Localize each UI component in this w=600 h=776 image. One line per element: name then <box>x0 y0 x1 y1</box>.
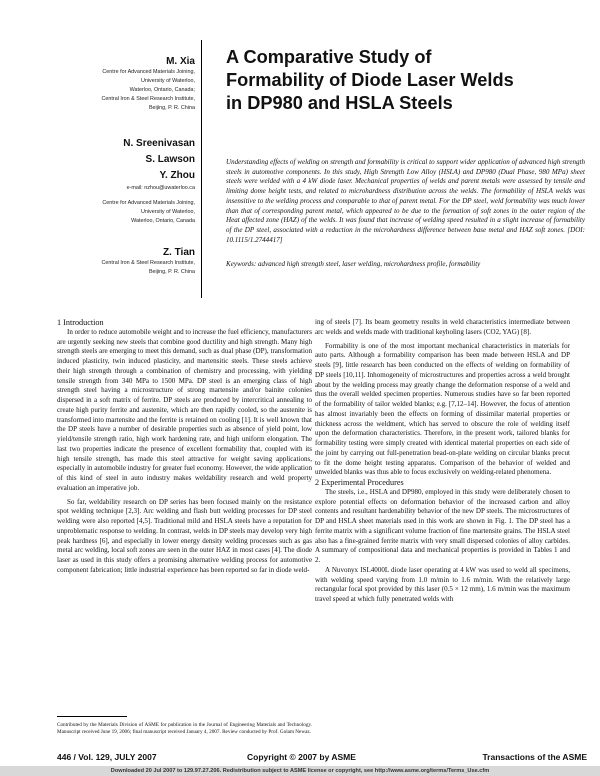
paragraph: The steels, i.e., HSLA and DP980, employed in this study were deliberately chosen to explore potential effects on deformation behavior of the increased carbon and alloy contents and resultant hardenability behavior of the new DP steels. The microstructures of DP and HSLA sheet materials used in this work are shown in Fig. 1. The DP steel has a ferrite matrix with a significant volume fraction of fine martensite grains. The HSLA steel also has a fine-grained ferrite matrix with very small dispersed colonies of alloy carbides. A summary of compositional data and mechanical properties is provided in Tables 1 and 2. <box>315 487 570 564</box>
footnote: Contributed by the Materials Division of ASME for publication in the Journal of Engineering Materials and Technology. Manuscript received June 19, 2006; final manuscript received January 4, 2007. Review conducted by Prof. Golam Newaz. <box>57 722 312 735</box>
author-affiliation: Centre for Advanced Materials Joining, <box>102 69 195 75</box>
footer-right: Transactions of the ASME <box>482 752 587 762</box>
footnote-rule <box>57 716 127 717</box>
title-line: Formability of Diode Laser Welds <box>226 70 514 90</box>
author-email: e-mail: nzhou@uwaterloo.ca <box>126 185 195 191</box>
paragraph: In order to reduce automobile weight and to increase the fuel efficiency, manufacturers are urgently seeking new steels that combine good ductility and high strength. Many high strength steels are emerging to meet this demand, such as dual phase (DP), transformation induced plasticity, twin induced plasticity, and martensitic steels. These steels achieve their high strength through a combination of chemistry and processing, with yielding tensile strength from 340 MPa to 1500 MPa. DP steel is an emerging class of high strength steel having a microstructure of strong martensite and/or bainite colonies dispersed in a soft matrix of ferrite. DP steels are produced by intercritical annealing to create high purity ferrite and austenite, which are then rapidly cooled, so the austenite is transformed into martensite and the ferrite is retained on cooling [1]. It is well known that the DP steels have a number of desirable properties such as absence of yield point, low yield/tensile strength ratio, high work hardening rate, and high uniform elongation. The last two properties indicate the presence of excellent formability that, coupled with its high tensile strength, has made this steel attractive for weight saving applications, especially in automobile industry for greater fuel economy. However, the wide application of this kind of steel in auto industry makes weldability research and weld property evaluation an imperative job. <box>57 327 312 492</box>
author-name: Y. Zhou <box>159 170 195 181</box>
footer-left: 446 / Vol. 129, JULY 2007 <box>57 752 157 762</box>
author-name: N. Sreenivasan <box>123 138 195 149</box>
paragraph: So far, weldability research on DP series has been focused mainly on the resistance spot welding technique [2,3]. Arc welding and flash butt welding processes for DP steel welding were also reported [4,5]. Traditional mild and HSLA steels have a reputation for unproblematic response to welding. In contrast, welds in DP steels may develop very high peak hardness [6], and especially in lower energy density welding processes such as gas metal arc welding, local soft zones are seen in the outer HAZ in most cases [4]. The diode laser as used in this study offers a promising alternative welding process for automotive component fabrication; little industrial experience has been reported so far in diode weld- <box>57 497 312 574</box>
download-notice: Downloaded 20 Jul 2007 to 129.97.27.206. Redistribution subject to ASME license or copyright, see http://www.asme.org/terms/Terms_Use.cfm <box>0 766 600 776</box>
footer-center: Copyright © 2007 by ASME <box>247 752 356 762</box>
section-heading: 2 Experimental Procedures <box>315 478 404 487</box>
body-column-left <box>57 318 312 576</box>
author-affiliation: Central Iron & Steel Research Institute, <box>101 260 195 266</box>
author-name: M. Xia <box>166 56 195 67</box>
abstract: Understanding effects of welding on strength and formability is critical to support wider application of advanced high strength steels in automotive components. In this study, High Strength Low Alloy (HSLA) and DP980 (Dual Phase, 980 MPa) sheet steels were welded with a 4 kW diode laser. Mechanical properties of welds and parent metals were assessed by tensile and limiting dome height tests, and related to microhardness distribution across the welds. The formability of HSLA welds was insensitive to the welding process and comparable to that of parent metal. For the DP steel, weld formability was much lower than that of corresponding parent metal, which appeared to be due to the formation of soft zones in the outer region of the Heat affected zone (HAZ) of the welds. It was found that increase of welding speed resulted in a slight increase of formability of the DP steel, associated with a reduction in the microhardness difference between base metal and HAZ soft zones. [DOI: 10.1115/1.2744417] <box>226 158 585 244</box>
author-affiliation: University of Waterloo, <box>140 78 195 84</box>
author-affiliation: Waterloo, Ontario, Canada; <box>129 87 195 93</box>
author-affiliation: University of Waterloo, <box>140 209 195 215</box>
section-heading: 1 Introduction <box>57 318 104 327</box>
paragraph: ing of steels [7]. Its beam geometry results in weld characteristics intermediate between arc welds and welds made with traditional keyholing lasers (CO2, YAG) [8]. <box>315 318 570 336</box>
page-footer <box>57 752 587 766</box>
author-affiliation: Beijing, P. R. China <box>148 105 195 111</box>
author-name: S. Lawson <box>145 154 195 165</box>
body-column-right <box>315 318 570 605</box>
title-line: in DP980 and HSLA Steels <box>226 93 453 113</box>
paper-title <box>226 46 586 115</box>
author-name: Z. Tian <box>162 247 195 258</box>
keywords: Keywords: advanced high strength steel, laser welding, microhardness profile, formability <box>226 260 481 268</box>
author-affiliation: Beijing, P. R. China <box>148 269 195 275</box>
author-affiliation: Waterloo, Ontario, Canada <box>131 218 195 224</box>
paragraph: A Nuvonyx ISL4000L diode laser operating at 4 kW was used to weld all specimens, with welding speed varying from 1.0 m/min to 1.6 m/min. With the relatively large rectangular focal spot provided by this laser (0.5 × 12 mm), 1.6 m/min was the maximum travel speed at which fully penetrated welds with <box>315 565 570 603</box>
divider-line <box>201 40 202 298</box>
paragraph: Formability is one of the most important mechanical characteristics in materials for auto parts. Although a formability comparison has been made between HSLA and DP steels [9], little research has been conducted on the effects of welding on formability of DP steels [10,11]. Inhomogeneity of microstructures and properties across a weld brought about by the welding process may greatly change the deformation response of a weld and thus the overall welded specimen properties. Numerous studies have so far been reported of the formability of tailor welded blanks; e.g. [7,12–14]. However, the focus of attention has almost invariably been the effects on forming of dissimilar material properties or thickness across the weldment, which has served to obscure the role of welding itself upon the deformation characteristics. Therefore, in the present work, tailored blanks for formability testing were simply created with identical material properties on each side of the joint by carrying out full-penetration bead-on-plate welding on circular blanks precut to fit the dome height testing apparatus. Comparison of the behavior of welded and unwelded blanks was thus able to focus exclusively on welding-related phenomena. <box>315 341 570 477</box>
title-line: A Comparative Study of <box>226 47 432 67</box>
author-column <box>10 55 195 277</box>
author-affiliation: Centre for Advanced Materials Joining, <box>102 200 195 206</box>
author-affiliation: Central Iron & Steel Research Institute, <box>101 96 195 102</box>
